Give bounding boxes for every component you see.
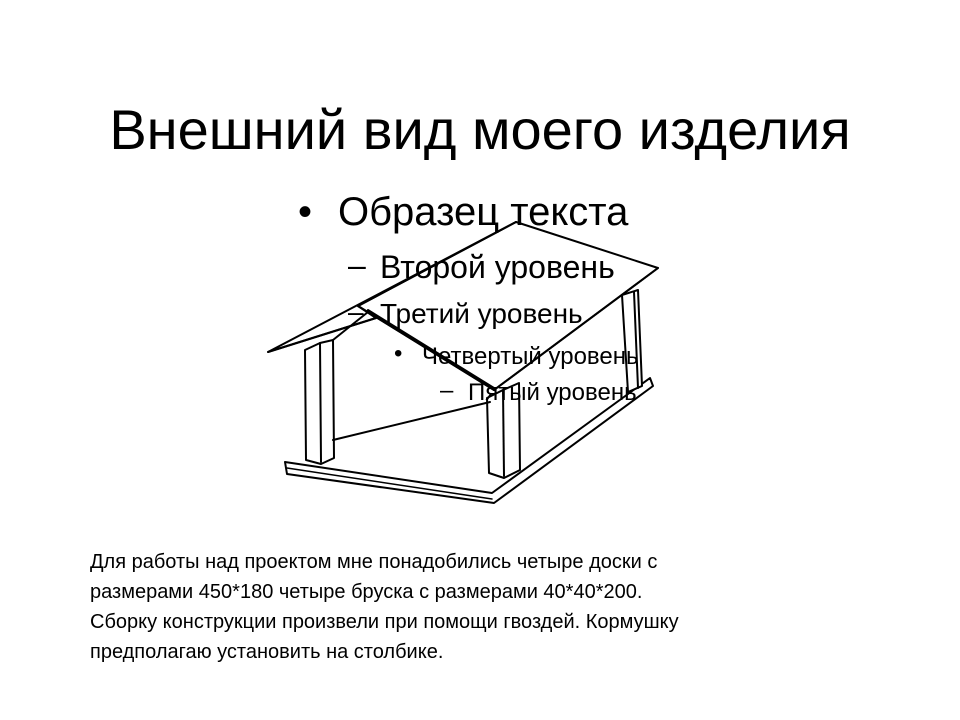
level1-bullet: • [298,190,313,234]
level4-bullet: • [394,340,403,367]
slide-title: Внешний вид моего изделия [109,97,851,161]
outline-level-2: Второй уровень [380,249,615,285]
description-line: Сборку конструкции произвели при помощи гвоздей. Кормушку [90,611,679,633]
outline-level-1: Образец текста [338,190,629,234]
description-line: предполагаю установить на столбике. [90,641,444,663]
outline-level-3: Третий уровень [380,298,583,329]
outline-level-4: Четвертый уровень [422,343,639,370]
description-text [90,547,850,667]
level5-bullet: – [440,377,454,404]
description-line: Для работы над проектом мне понадобились четыре доски с [90,551,658,573]
level3-bullet: – [348,296,364,327]
level2-bullet: – [348,247,366,283]
description-line: размерами 450*180 четыре бруска с размерами 40*40*200. [90,581,643,603]
outline-level-5: Пятый уровень [468,379,637,406]
